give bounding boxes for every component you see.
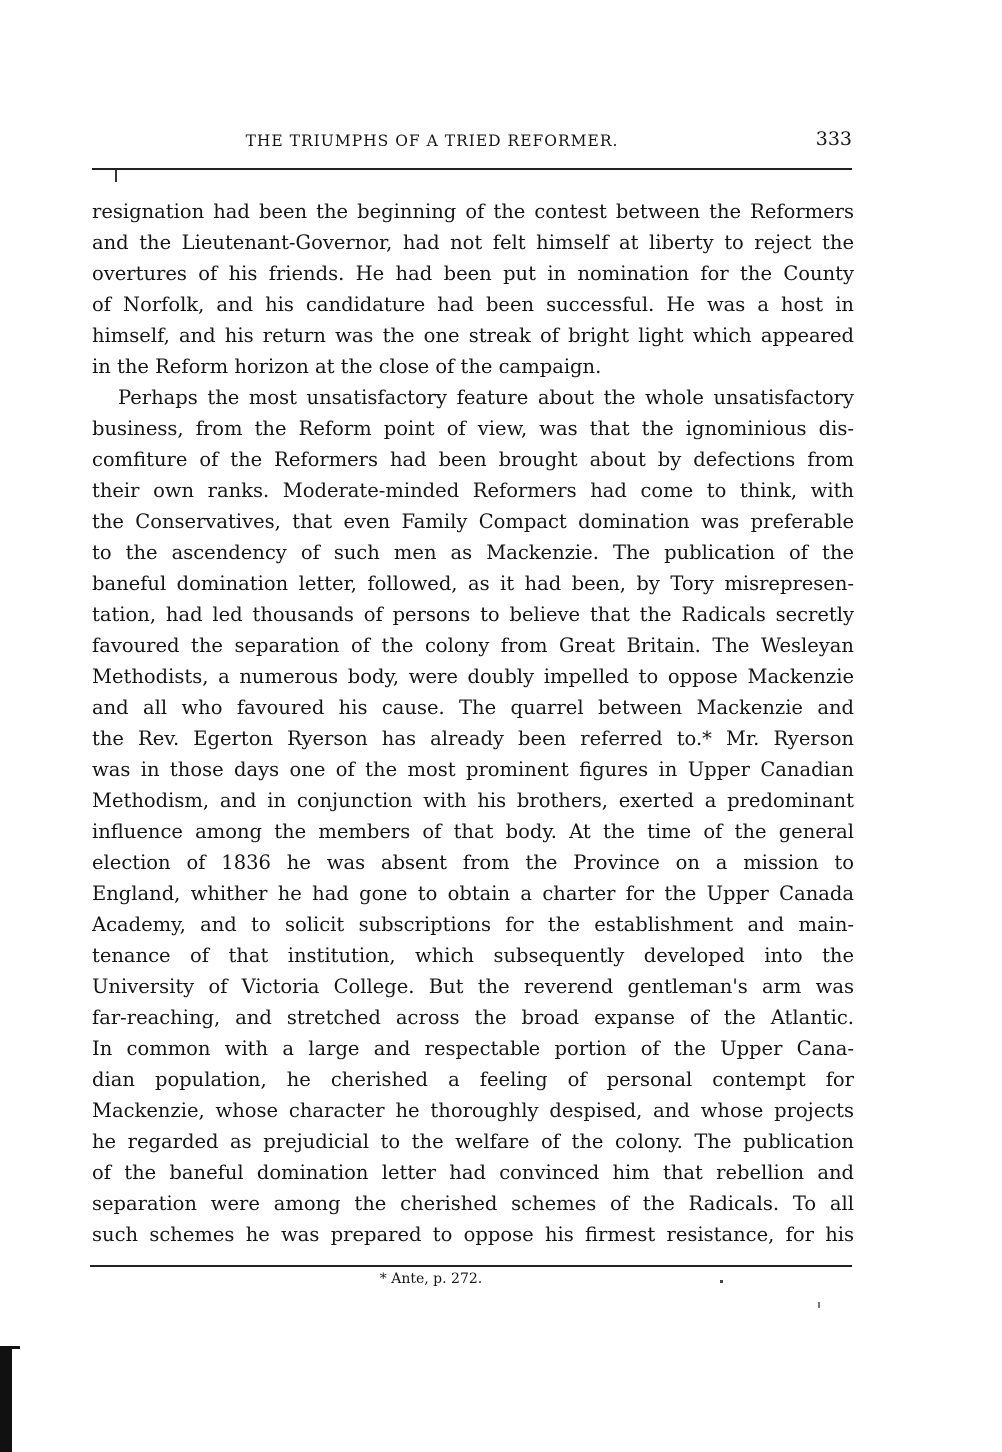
stray-dot-mark: [720, 1280, 723, 1283]
text-line: was in those days one of the most prominent figures in Upper Canadian: [92, 758, 854, 781]
text-line: tation, had led thousands of persons to believe that the Radicals secretly: [92, 603, 854, 626]
text-line: himself, and his return was the one streak of bright light which appeared: [92, 324, 854, 347]
text-line: in the Reform horizon at the close of the campaign.: [92, 355, 602, 378]
running-head: [92, 128, 852, 156]
text-line: In common with a large and respectable portion of the Upper Cana-: [92, 1037, 854, 1060]
page-number: 333: [815, 128, 852, 150]
text-line: separation were among the cherished schemes of the Radicals. To all: [92, 1192, 854, 1215]
text-line: the Conservatives, that even Family Compact domination was preferable: [92, 510, 854, 533]
text-line: Mackenzie, whose character he thoroughly despised, and whose projects: [92, 1099, 854, 1122]
text-line: influence among the members of that body. At the time of the general: [92, 820, 854, 843]
text-line: far-reaching, and stretched across the broad expanse of the Atlantic.: [92, 1006, 854, 1029]
text-line: business, from the Reform point of view, was that the ignominious dis-: [92, 417, 854, 440]
text-line: to the ascendency of such men as Mackenzie. The publication of the: [92, 541, 854, 564]
text-line: Methodists, a numerous body, were doubly impelled to oppose Mackenzie: [92, 665, 854, 688]
text-line: and the Lieutenant-Governor, had not felt himself at liberty to reject the: [92, 231, 854, 254]
text-line: baneful domination letter, followed, as it had been, by Tory misrepresen-: [92, 572, 854, 595]
scan-margin-mark-tip: [8, 1346, 20, 1349]
text-line: of the baneful domination letter had convinced him that rebellion and: [92, 1161, 854, 1184]
print-tick-mark: [115, 170, 117, 182]
footnote: * Ante, p. 272.: [379, 1271, 483, 1287]
text-line: resignation had been the beginning of the contest between the Reformers: [92, 200, 854, 223]
header-rule: [92, 168, 852, 170]
text-line: the Rev. Egerton Ryerson has already been referred to.* Mr. Ryerson: [92, 727, 854, 750]
text-line: overtures of his friends. He had been put in nomination for the County: [92, 262, 854, 285]
text-line: University of Victoria College. But the reverend gentleman's arm was: [92, 975, 854, 998]
footnote-rule: [90, 1265, 852, 1267]
text-line: dian population, he cherished a feeling of personal contempt for: [92, 1068, 854, 1091]
text-line: Perhaps the most unsatisfactory feature about the whole unsatisfactory: [118, 386, 854, 409]
text-line: England, whither he had gone to obtain a charter for the Upper Canada: [92, 882, 854, 905]
running-title: THE TRIUMPHS OF A TRIED REFORMER.: [245, 132, 619, 150]
text-line: Methodism, and in conjunction with his brothers, exerted a predominant: [92, 789, 854, 812]
text-line: election of 1836 he was absent from the Province on a mission to: [92, 851, 854, 874]
text-line: he regarded as prejudicial to the welfare of the colony. The publication: [92, 1130, 854, 1153]
text-line: of Norfolk, and his candidature had been successful. He was a host in: [92, 293, 854, 316]
text-line: tenance of that institution, which subsequently developed into the: [92, 944, 854, 967]
text-line: such schemes he was prepared to oppose his firmest resistance, for his: [92, 1223, 854, 1246]
stray-tick-mark: [818, 1302, 820, 1308]
text-line: comfiture of the Reformers had been brought about by defections from: [92, 448, 854, 471]
text-line: favoured the separation of the colony from Great Britain. The Wesleyan: [92, 634, 854, 657]
scan-margin-mark: [0, 1346, 12, 1452]
body-text: [92, 196, 854, 1250]
text-line: their own ranks. Moderate-minded Reformers had come to think, with: [92, 479, 854, 502]
text-line: Academy, and to solicit subscriptions for the establishment and main-: [92, 913, 854, 936]
text-line: and all who favoured his cause. The quarrel between Mackenzie and: [92, 696, 854, 719]
